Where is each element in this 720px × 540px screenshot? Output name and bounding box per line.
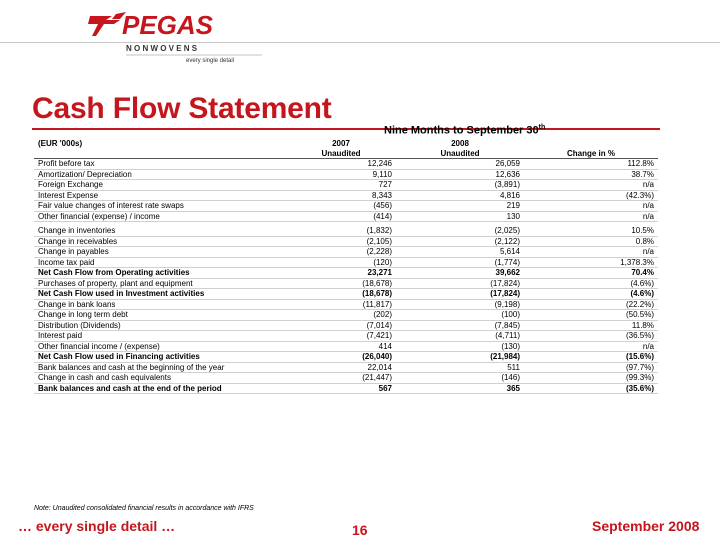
subheader-2007: Unaudited — [286, 149, 396, 159]
row-value-2007: 414 — [286, 341, 396, 352]
row-change: (97.7%) — [524, 362, 658, 373]
row-label: Net Cash Flow used in Financing activities — [34, 352, 286, 363]
row-label: Change in payables — [34, 247, 286, 258]
title-underline — [32, 128, 660, 130]
cash-flow-table-container — [34, 139, 658, 394]
row-value-2007: (1,832) — [286, 222, 396, 237]
period-label — [384, 124, 545, 137]
row-label: Amortization/ Depreciation — [34, 169, 286, 180]
header-blank — [524, 139, 658, 149]
row-value-2008: (9,198) — [396, 299, 524, 310]
row-value-2007: 9,110 — [286, 169, 396, 180]
row-value-2008: (2,122) — [396, 236, 524, 247]
row-value-2007: (21,447) — [286, 373, 396, 384]
row-value-2008: (7,845) — [396, 320, 524, 331]
table-row — [34, 331, 658, 342]
table-row — [34, 257, 658, 268]
row-value-2008: 511 — [396, 362, 524, 373]
table-row — [34, 278, 658, 289]
row-change: (42.3%) — [524, 190, 658, 201]
row-value-2008: 4,816 — [396, 190, 524, 201]
row-value-2007: 23,271 — [286, 268, 396, 279]
row-change: (22.2%) — [524, 299, 658, 310]
row-change: 70.4% — [524, 268, 658, 279]
row-label: Distribution (Dividends) — [34, 320, 286, 331]
row-value-2007: 12,246 — [286, 159, 396, 170]
pegas-logo — [86, 6, 286, 64]
table-row — [34, 222, 658, 237]
row-label: Other financial (expense) / income — [34, 211, 286, 222]
row-value-2007: (414) — [286, 211, 396, 222]
row-value-2008: (1,774) — [396, 257, 524, 268]
row-label: Purchases of property, plant and equipment — [34, 278, 286, 289]
row-value-2008: 12,636 — [396, 169, 524, 180]
row-change: (50.5%) — [524, 310, 658, 321]
table-row — [34, 299, 658, 310]
row-change: (4.6%) — [524, 278, 658, 289]
table-row — [34, 383, 658, 394]
row-value-2008: 26,059 — [396, 159, 524, 170]
row-value-2007: (11,817) — [286, 299, 396, 310]
period-text: Nine Months to September 30 — [384, 124, 539, 137]
subheader-blank — [34, 149, 286, 159]
row-label: Net Cash Flow from Operating activities — [34, 268, 286, 279]
row-change: 38.7% — [524, 169, 658, 180]
cash-flow-table — [34, 139, 658, 394]
subheader-change: Change in % — [524, 149, 658, 159]
row-value-2008: (100) — [396, 310, 524, 321]
table-header-row — [34, 139, 658, 149]
row-value-2007: (202) — [286, 310, 396, 321]
row-label: Interest paid — [34, 331, 286, 342]
table-row — [34, 310, 658, 321]
row-change: n/a — [524, 211, 658, 222]
table-row — [34, 236, 658, 247]
table-row — [34, 169, 658, 180]
logo-wordmark: PEGAS — [122, 10, 214, 40]
row-label: Bank balances and cash at the beginning of the year — [34, 362, 286, 373]
row-value-2008: (17,824) — [396, 278, 524, 289]
row-value-2007: 8,343 — [286, 190, 396, 201]
table-row — [34, 341, 658, 352]
row-value-2008: 39,662 — [396, 268, 524, 279]
row-value-2007: (18,678) — [286, 278, 396, 289]
row-change: n/a — [524, 180, 658, 191]
table-row — [34, 159, 658, 170]
header-currency: (EUR '000s) — [38, 139, 83, 148]
table-row — [34, 289, 658, 300]
table-row — [34, 320, 658, 331]
row-value-2008: (3,891) — [396, 180, 524, 191]
row-label: Change in long term debt — [34, 310, 286, 321]
row-value-2007: 567 — [286, 383, 396, 394]
row-label: Foreign Exchange — [34, 180, 286, 191]
row-label: Other financial income / (expense) — [34, 341, 286, 352]
row-change: n/a — [524, 201, 658, 212]
row-value-2007: (18,678) — [286, 289, 396, 300]
footer-date: September 2008 — [592, 518, 700, 534]
logo-tagline: every single detail — [186, 58, 235, 64]
header-2008: 2008 — [451, 139, 469, 148]
row-label: Change in inventories — [34, 222, 286, 237]
row-value-2008: (4,711) — [396, 331, 524, 342]
row-label: Change in bank loans — [34, 299, 286, 310]
row-change: 0.8% — [524, 236, 658, 247]
row-change: (15.6%) — [524, 352, 658, 363]
row-value-2008: (130) — [396, 341, 524, 352]
row-value-2007: (120) — [286, 257, 396, 268]
table-subheader-row — [34, 149, 658, 159]
row-label: Profit before tax — [34, 159, 286, 170]
logo-wing-icon — [88, 12, 126, 36]
period-superscript: th — [538, 124, 546, 131]
row-label: Bank balances and cash at the end of the period — [34, 383, 286, 394]
table-row — [34, 352, 658, 363]
row-change: 112.8% — [524, 159, 658, 170]
row-value-2007: (2,105) — [286, 236, 396, 247]
subheader-2008: Unaudited — [396, 149, 524, 159]
table-row — [34, 373, 658, 384]
table-row — [34, 362, 658, 373]
row-value-2008: (17,824) — [396, 289, 524, 300]
row-value-2008: 5,614 — [396, 247, 524, 258]
logo-subname: N O N W O V E N S — [126, 44, 198, 53]
table-row — [34, 180, 658, 191]
row-value-2008: (2,025) — [396, 222, 524, 237]
row-value-2007: (456) — [286, 201, 396, 212]
row-change: (35.6%) — [524, 383, 658, 394]
row-value-2008: 365 — [396, 383, 524, 394]
row-value-2007: 727 — [286, 180, 396, 191]
row-change: 11.8% — [524, 320, 658, 331]
page-number: 16 — [352, 522, 368, 538]
table-row — [34, 190, 658, 201]
row-label: Fair value changes of interest rate swaps — [34, 201, 286, 212]
row-value-2007: (7,014) — [286, 320, 396, 331]
table-row — [34, 201, 658, 212]
row-value-2008: 219 — [396, 201, 524, 212]
row-value-2007: (26,040) — [286, 352, 396, 363]
row-change: (36.5%) — [524, 331, 658, 342]
row-change: n/a — [524, 341, 658, 352]
row-value-2007: (7,421) — [286, 331, 396, 342]
row-change: 10.5% — [524, 222, 658, 237]
row-value-2008: (21,984) — [396, 352, 524, 363]
table-row — [34, 211, 658, 222]
footer-tagline: … every single detail … — [18, 518, 176, 534]
table-row — [34, 247, 658, 258]
footnote: Note: Unaudited consolidated financial results in accordance with IFRS — [34, 505, 254, 512]
page-title: Cash Flow Statement — [32, 92, 332, 125]
header-2007: 2007 — [332, 139, 350, 148]
row-label: Change in cash and cash equivalents — [34, 373, 286, 384]
row-change: n/a — [524, 247, 658, 258]
row-value-2008: 130 — [396, 211, 524, 222]
row-label: Income tax paid — [34, 257, 286, 268]
row-change: (4.6%) — [524, 289, 658, 300]
row-value-2007: 22,014 — [286, 362, 396, 373]
row-value-2007: (2,228) — [286, 247, 396, 258]
row-label: Change in receivables — [34, 236, 286, 247]
row-value-2008: (146) — [396, 373, 524, 384]
table-row — [34, 268, 658, 279]
row-change: (99.3%) — [524, 373, 658, 384]
row-change: 1,378.3% — [524, 257, 658, 268]
row-label: Net Cash Flow used in Investment activities — [34, 289, 286, 300]
row-label: Interest Expense — [34, 190, 286, 201]
